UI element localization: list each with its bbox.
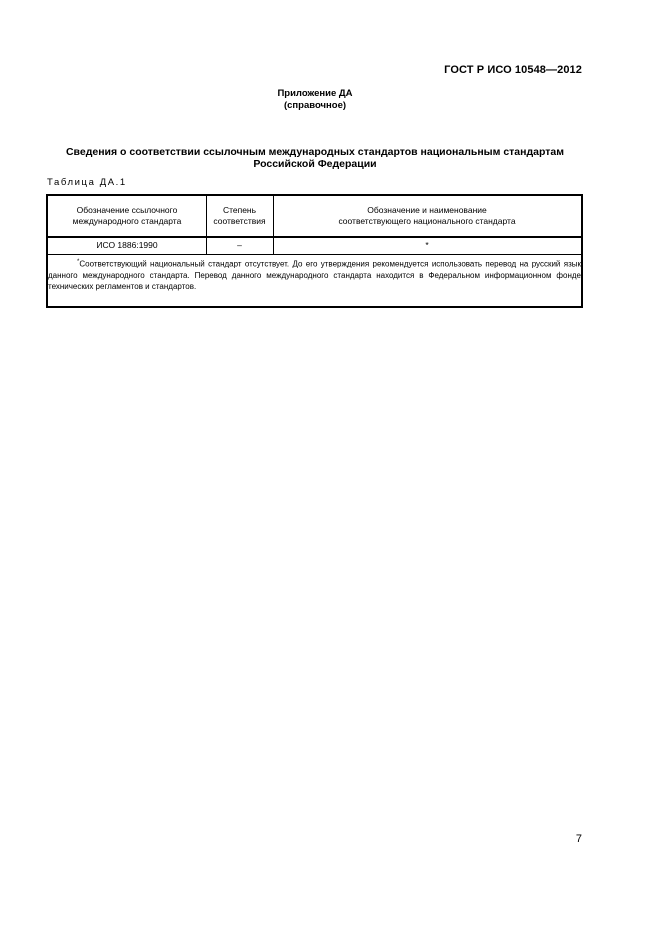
header-cell-degree: Степень соответствия: [206, 196, 274, 236]
footnote-mark: *: [77, 259, 80, 265]
annex-heading: [0, 88, 630, 112]
table-header-row: [48, 196, 581, 238]
cell-standard: ИСО 1886:1990: [48, 236, 207, 254]
header-cell-reference-standard: Обозначение ссылочного международного стандарта: [48, 196, 207, 236]
section-title-line1: Сведения о соответствии ссылочным международных стандартов национальным стандартам: [65, 146, 565, 158]
correspondence-table: [46, 194, 583, 308]
annex-title: Приложение ДА: [277, 88, 353, 99]
table-footnote: [48, 254, 581, 292]
table-row: [48, 236, 581, 255]
document-code: ГОСТ Р ИСО 10548—2012: [444, 64, 582, 76]
footnote-text: Соответствующий национальный стандарт отсутствует. До его утверждения рекомендуется использовать перевод на русский язык данного международного стандарта. Перевод данного международного стандарта находится в Федеральном информационном фонде технических регламентов и стандартов.: [48, 259, 581, 291]
annex-subtitle: (справочное): [283, 100, 347, 111]
page-number: 7: [575, 833, 582, 845]
cell-degree: –: [206, 236, 274, 254]
header-cell-national-standard: Обозначение и наименование соответствующего национального стандарта: [338, 205, 516, 226]
section-title: [47, 146, 583, 170]
cell-national: *: [425, 239, 429, 250]
section-title-line2: Российской Федерации: [253, 158, 377, 170]
table-caption: Таблица ДА.1: [47, 177, 127, 188]
